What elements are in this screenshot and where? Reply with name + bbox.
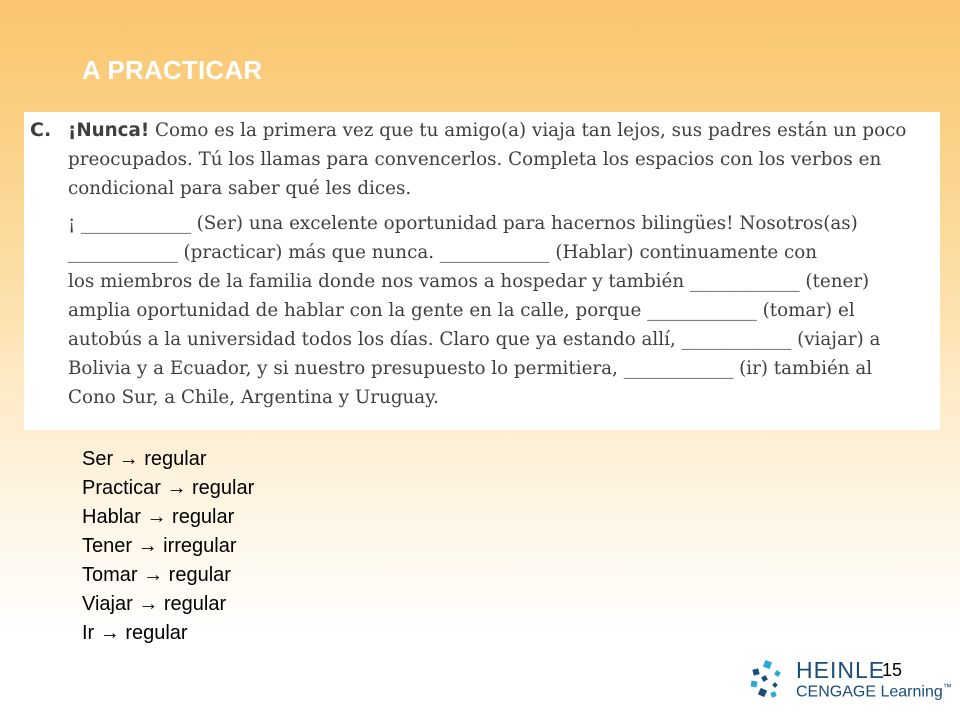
verb-note: Ir → regular — [82, 622, 188, 644]
exercise-heading: ¡Nunca! — [68, 120, 150, 141]
logo-sub-text: CENGAGE Learning — [796, 683, 943, 701]
verb-note: Viajar → regular — [82, 593, 227, 615]
verb-notes-list — [82, 445, 254, 648]
exercise-instructions — [68, 116, 936, 203]
exercise-letter: C. — [30, 119, 52, 141]
verb-note: Ser → regular — [82, 448, 207, 470]
exercise-paragraph — [68, 209, 936, 412]
logo-mark-icon — [748, 659, 792, 703]
verb-note: Practicar → regular — [82, 477, 255, 499]
exercise-text — [68, 116, 936, 412]
verb-note: Tomar → regular — [82, 564, 231, 586]
heinle-cengage-logo — [748, 655, 952, 703]
exercise-box — [24, 112, 940, 430]
exercise-line: autobús a la universidad todos los días. Claro que ya estando allí, ____________ (viajar) a — [68, 329, 881, 350]
exercise-line: Cono Sur, a Chile, Argentina y Uruguay. — [68, 387, 439, 408]
logo-tm: ™ — [942, 682, 952, 692]
logo-subtitle — [796, 682, 952, 701]
slide-title: A PRACTICAR — [82, 55, 263, 85]
exercise-line: ¡ ____________ (Ser) una excelente oportunidad para hacernos bilingües! Nosotros(as) — [68, 213, 858, 234]
logo-brand: HEINLE — [796, 657, 886, 683]
page-number: 15 — [882, 660, 903, 680]
exercise-instructions-text: Como es la primera vez que tu amigo(a) viaja tan lejos, sus padres están un poco preocupados. Tú los llamas para convencerlos. Completa los espacios con los verbos en condicional para saber qué les dices. — [68, 120, 907, 199]
verb-note: Tener → irregular — [82, 535, 237, 557]
exercise-line: ____________ (practicar) más que nunca. ____________ (Hablar) continuamente con — [68, 242, 818, 263]
exercise-line: los miembros de la familia donde nos vamos a hospedar y también ____________ (tener) — [68, 271, 870, 292]
verb-note: Hablar → regular — [82, 506, 235, 528]
exercise-line: amplia oportunidad de hablar con la gente en la calle, porque ____________ (tomar) el — [68, 300, 855, 321]
exercise-line: Bolivia y a Ecuador, y si nuestro presupuesto lo permitiera, ____________ (ir) también al — [68, 358, 873, 379]
